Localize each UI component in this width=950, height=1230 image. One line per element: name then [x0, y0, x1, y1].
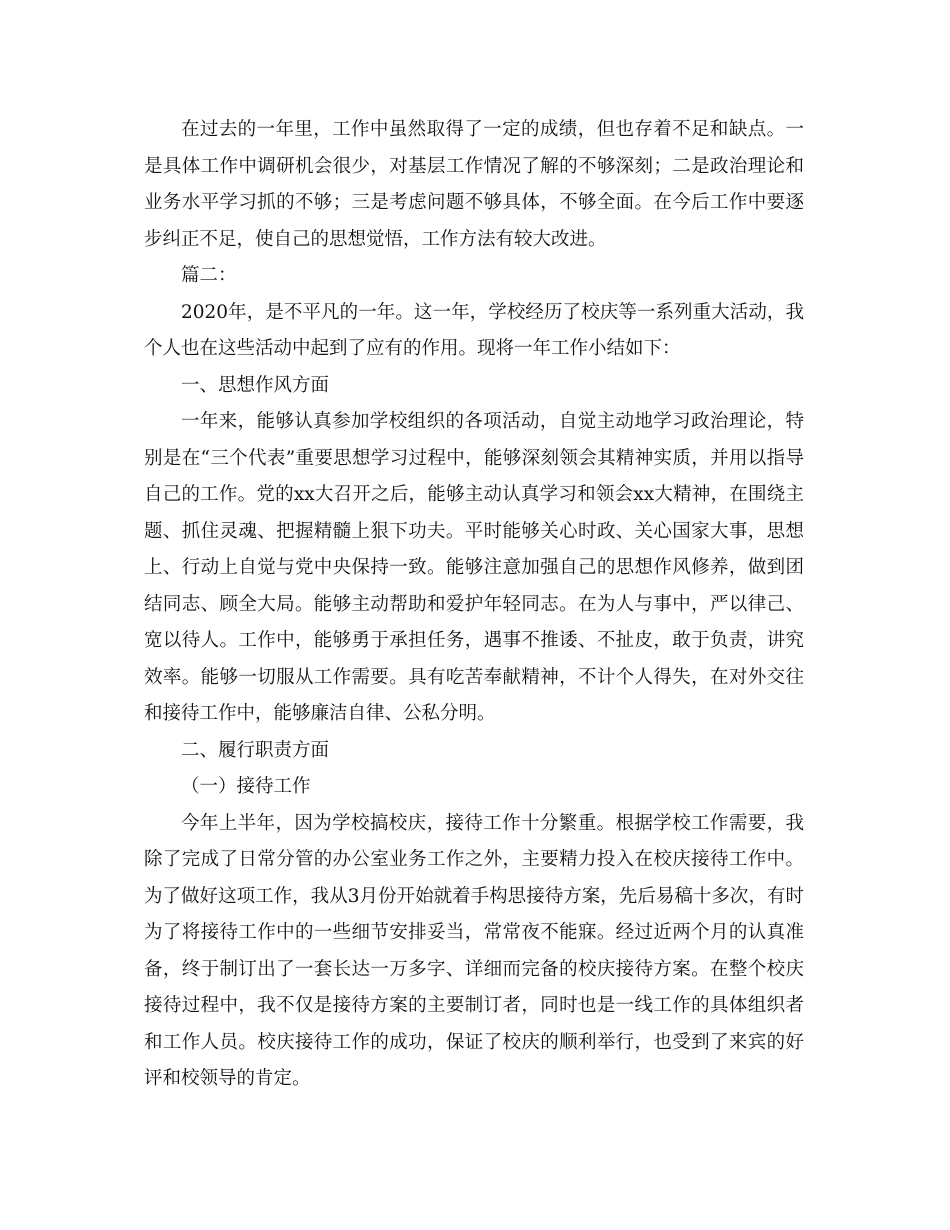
paragraph-ideology-style: 一年来，能够认真参加学校组织的各项活动，自觉主动地学习政治理论，特别是在“三个代表”重要思想学习过程中，能够深刻领会其精神实质，并用以指导自己的工作。党的xx大召开之后，能够主动认真学习和领会xx大精神，在围绕主题、抓住灵魂、把握精髓上狠下功夫。平时能够关心时政、关心国家大事，思想上、行动上自觉与党中央保持一致。能够注意加强自己的思想作风修养，做到团结同志、顾全大局。能够主动帮助和爱护年轻同志。在为人与事中，严以律己、宽以待人。工作中，能够勇于承担任务，遇事不推诿、不扯皮，敢于负责，讲究效率。能够一切服从工作需要。具有吃苦奉献精神，不计个人得失，在对外交往和接待工作中，能够廉洁自律、公私分明。	[144, 411, 804, 724]
paragraph-year-overview: 2020年，是不平凡的一年。这一年，学校经历了校庆等一系列重大活动，我个人也在这些活动中起到了应有的作用。现将一年工作小结如下：	[144, 301, 804, 359]
document-body	[144, 112, 804, 1098]
paragraph-reception-work: 今年上半年，因为学校搞校庆，接待工作十分繁重。根据学校工作需要，我除了完成了日常分管的办公室业务工作之外，主要精力投入在校庆接待工作中。为了做好这项工作，我从3月份开始就着手构思接待方案，先后易稿十多次，有时为了将接待工作中的一些细节安排妥当，常常夜不能寐。经过近两个月的认真准备，终于制订出了一套长达一万多字、详细而完备的校庆接待方案。在整个校庆接待过程中，我不仅是接待方案的主要制订者，同时也是一线工作的具体组织者和工作人员。校庆接待工作的成功，保证了校庆的顺利举行，也受到了来宾的好评和校领导的肯定。	[144, 812, 804, 1089]
heading-ideology-style: 一、思想作风方面	[181, 374, 330, 396]
section-heading-part-two: 篇二：	[181, 265, 237, 286]
heading-duties: 二、履行职责方面	[181, 739, 330, 761]
paragraph-intro-summary: 在过去的一年里，工作中虽然取得了一定的成绩，但也存着不足和缺点。一是具体工作中调研机会很少，对基层工作情况了解的不够深刻；二是政治理论和业务水平学习抓的不够；三是考虑问题不够具体，不够全面。在今后工作中要逐步纠正不足，使自己的思想觉悟，工作方法有较大改进。	[144, 119, 804, 250]
subheading-reception-work: （一）接待工作	[181, 776, 311, 797]
